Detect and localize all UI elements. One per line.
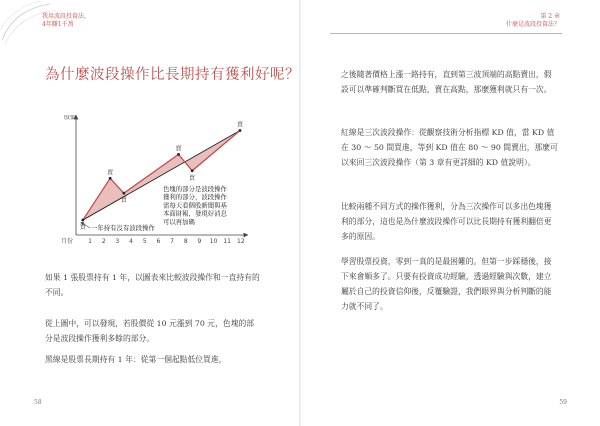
data-point — [239, 129, 242, 132]
right-paragraph-4: 學習股票投資，零到一真的是最困難的。但第一步踩穩後，接下來會順多了。只要有投資成功經驗，透過經驗與次數，建立屬於自己的投資信仰後，反覆驗證，我們眼界與分析判斷的能力就不同了。 — [341, 257, 552, 311]
annotation-line: 需每天看個股新聞與基 — [163, 201, 227, 210]
x-tick-label: 9 — [197, 238, 202, 245]
left-paragraph-3: 黑線是股票長期持有 1 年：從第一個起點低位買進， — [45, 355, 227, 364]
running-head-left — [42, 13, 90, 29]
point-label-sell: 賣 — [107, 169, 114, 177]
left-paragraph-1: 如果 1 張股票持有 1 年，以圖表來比較波段操作和一直持有的不同。 — [45, 273, 260, 297]
x-tick-label: 12 — [237, 238, 245, 245]
data-point — [122, 192, 125, 195]
x-tick-label: 8 — [183, 238, 188, 245]
annotation-line: 色塊的部分是波段操作 — [163, 185, 227, 193]
running-head-right-line1: 第 2 章 — [540, 13, 560, 20]
x-tick-label: 11 — [223, 238, 231, 245]
point-label-buy: 買 — [120, 197, 127, 205]
point-label-sell: 賣 — [175, 145, 182, 153]
point-label-buy: 買 — [189, 174, 196, 182]
x-tick-label: 5 — [142, 238, 147, 245]
annotation-line: 獲利的部分，波段操作 — [163, 193, 227, 202]
price-chart — [60, 115, 260, 255]
x-tick-label: 4 — [129, 238, 133, 245]
point-label-buy: 買 — [79, 224, 86, 232]
y-axis-label: 股價 — [64, 115, 77, 121]
chart-plot-area — [61, 115, 246, 245]
right-paragraph-3: 比較兩種不同方式的操作獲利，分為三次操作可以多出色塊獲利的部分，這也是為什麼波段操作可以比長期持有獲利翻倍更多的原因。 — [341, 202, 552, 241]
x-tick-label: 2 — [101, 238, 106, 245]
running-head-right — [506, 13, 560, 29]
x-tick-label: 3 — [115, 238, 120, 245]
data-point — [191, 169, 194, 172]
point-label-sell: 賣 — [237, 121, 244, 129]
x-tick-label: 6 — [156, 238, 161, 245]
page-number-right: 59 — [559, 399, 567, 406]
data-point — [81, 219, 84, 222]
x-tick-label: 1 — [88, 238, 92, 245]
baseline-annotation: 一年持有沒有波段操作 — [91, 224, 155, 232]
data-point — [177, 153, 180, 156]
page-number-left: 58 — [34, 399, 42, 406]
x-axis-label: 月份 — [61, 238, 74, 245]
running-head-rule — [330, 33, 562, 34]
x-tick-label: 7 — [170, 238, 174, 245]
annotation-line: 本面財報，發現好消息 — [163, 209, 227, 218]
right-paragraph-1: 之後隨著價格上漲一路持有，直到第三波頂端的高點賣出，假設可以準確判斷買在低點，賣在高點，那麼獲利就只有一次。 — [341, 70, 552, 94]
x-tick-label: 10 — [209, 238, 218, 245]
left-paragraph-2: 從上圖中，可以發現，若股價從 10 元漲到 70 元，色塊的部分是波段操作獲利多餘的部分。 — [45, 319, 255, 343]
data-point — [109, 177, 112, 180]
running-head-left-line2: 4年賺1千萬 — [42, 21, 74, 28]
running-head-left-line1: 我用波段投資法， — [42, 13, 91, 20]
right-paragraph-2: 紅線是三次波段操作：從觀察技術分析指標 KD 值，當 KD 值在 30 ～ 50 間買進，等到 KD 值在 80 ～ 90 間賣出，那麼可以來回三次波段操作（第 3 章有更詳細的 KD 值說明）。 — [341, 128, 558, 167]
section-heading: 為什麼波段操作比長期持有獲利好呢？ — [45, 67, 300, 83]
running-head-right-line2: 什麼是波段投資法？ — [505, 21, 560, 28]
annotation-line: 可以再加碼 — [163, 217, 195, 226]
